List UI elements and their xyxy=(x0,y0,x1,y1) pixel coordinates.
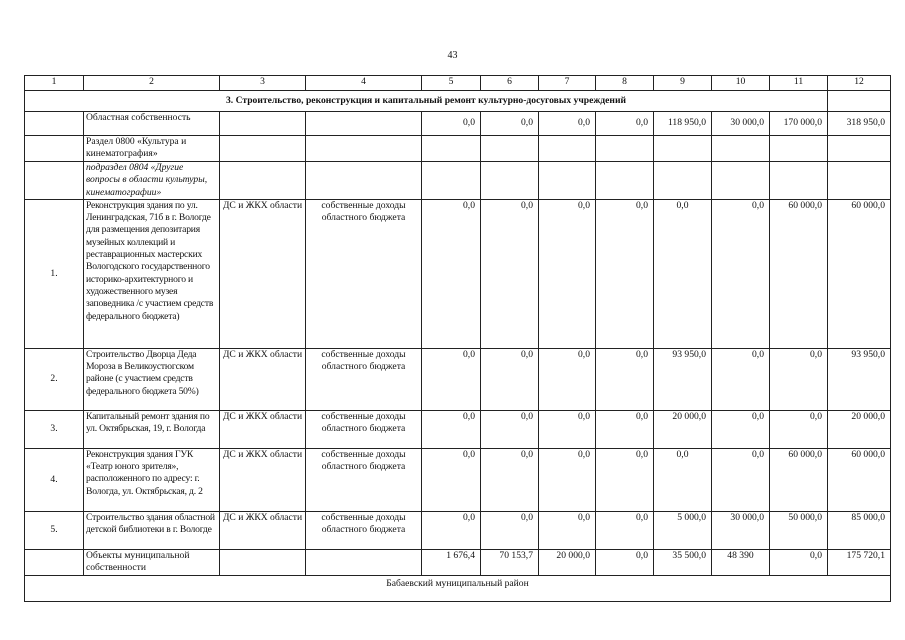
value-cell: 0,0 xyxy=(770,549,828,575)
project-name: Капитальный ремонт здания по ул. Октябрьская, 19, г. Вологда xyxy=(84,410,220,448)
value-cell: 0,0 xyxy=(481,348,539,410)
column-number: 10 xyxy=(712,76,770,91)
value-cell: 0,0 xyxy=(539,410,596,448)
column-number: 11 xyxy=(770,76,828,91)
project-name: Реконструкция здания по ул. Ленинградская, 71б в г. Вологде для размещения депозитария музейных коллекций и реставрационных мастерских Вологодского государственного историко-архитектурного и художественного музея заповедника /с участием средств федерального бюджета) xyxy=(84,199,220,348)
value-cell: 93 950,0 xyxy=(828,348,891,410)
project-name: Строительство здания областной детской библиотеки в г. Вологде xyxy=(84,511,220,549)
column-number: 4 xyxy=(306,76,422,91)
row-index: 4. xyxy=(25,448,84,511)
value-cell: 50 000,0 xyxy=(770,511,828,549)
row-index: 2. xyxy=(25,348,84,410)
value-cell: 0,0 xyxy=(481,112,539,136)
value-cell: 0,0 xyxy=(481,199,539,348)
project-name: Реконструкция здания ГУК «Театр юного зрителя», расположенного по адресу: г. Вологда, ул. Октябрьская, д. 2 xyxy=(84,448,220,511)
value-cell: 0,0 xyxy=(539,199,596,348)
column-number: 6 xyxy=(481,76,539,91)
value-cell: 0,0 xyxy=(596,511,654,549)
razdel-label: Раздел 0800 «Культура и кинематография» xyxy=(84,136,220,162)
source-cell: собственные доходы областного бюджета xyxy=(306,410,422,448)
customer-cell: ДС и ЖКХ области xyxy=(220,448,306,511)
empty-cell xyxy=(25,136,84,162)
customer-cell: ДС и ЖКХ области xyxy=(220,410,306,448)
value-cell: 0,0 xyxy=(422,448,481,511)
value-cell: 70 153,7 xyxy=(481,549,539,575)
column-number: 5 xyxy=(422,76,481,91)
oblast-total-row xyxy=(25,112,891,136)
value-cell: 0,0 xyxy=(422,410,481,448)
value-cell: 0,0 xyxy=(481,410,539,448)
value-cell: 30 000,0 xyxy=(712,112,770,136)
value-cell: 60 000,0 xyxy=(770,448,828,511)
value-cell: 20 000,0 xyxy=(654,410,712,448)
column-number: 7 xyxy=(539,76,596,91)
source-cell: собственные доходы областного бюджета xyxy=(306,199,422,348)
table-row xyxy=(25,511,891,549)
column-number-row xyxy=(25,76,891,91)
value-cell: 0,0 xyxy=(596,112,654,136)
column-number: 9 xyxy=(654,76,712,91)
customer-cell: ДС и ЖКХ области xyxy=(220,199,306,348)
value-cell: 20 000,0 xyxy=(539,549,596,575)
empty-cell xyxy=(306,549,422,575)
column-number: 8 xyxy=(596,76,654,91)
value-cell: 60 000,0 xyxy=(770,199,828,348)
value-cell: 30 000,0 xyxy=(712,511,770,549)
value-cell: 1 676,4 xyxy=(422,549,481,575)
value-cell: 0,0 xyxy=(481,448,539,511)
value-cell: 0,0 xyxy=(596,410,654,448)
row-name: Областная собственность xyxy=(84,112,220,136)
value-cell: 85 000,0 xyxy=(828,511,891,549)
value-cell: 0,0 xyxy=(422,199,481,348)
value-cell: 0,0 xyxy=(596,448,654,511)
budget-table xyxy=(24,75,891,602)
source-cell: собственные доходы областного бюджета xyxy=(306,448,422,511)
value-cell: 0,0 xyxy=(654,199,712,348)
column-number: 3 xyxy=(220,76,306,91)
value-cell: 0,0 xyxy=(712,348,770,410)
table-row xyxy=(25,199,891,348)
value-cell: 0,0 xyxy=(770,410,828,448)
project-name: Строительство Дворца Деда Мороза в Великоустюгском районе (с участием средств федерального бюджета 50%) xyxy=(84,348,220,410)
customer-cell: ДС и ЖКХ области xyxy=(220,511,306,549)
source-cell: собственные доходы областного бюджета xyxy=(306,511,422,549)
value-cell: 60 000,0 xyxy=(828,448,891,511)
region-title: Бабаевский муниципальный район xyxy=(25,575,891,601)
value-cell: 0,0 xyxy=(770,348,828,410)
value-cell: 0,0 xyxy=(596,199,654,348)
row-index: 1. xyxy=(25,199,84,348)
value-cell: 0,0 xyxy=(596,549,654,575)
row-name: Объекты муниципальной собственности xyxy=(84,549,220,575)
value-cell: 35 500,0 xyxy=(654,549,712,575)
municipal-total-row xyxy=(25,549,891,575)
row-index: 5. xyxy=(25,511,84,549)
value-cell: 5 000,0 xyxy=(654,511,712,549)
value-cell: 170 000,0 xyxy=(770,112,828,136)
value-cell: 0,0 xyxy=(539,511,596,549)
page-number: 43 xyxy=(447,50,458,61)
value-cell: 0,0 xyxy=(654,448,712,511)
empty-cell xyxy=(25,549,84,575)
value-cell: 118 950,0 xyxy=(654,112,712,136)
section-title-row xyxy=(25,91,891,112)
column-number: 12 xyxy=(828,76,891,91)
empty-cell xyxy=(25,162,84,200)
value-cell: 0,0 xyxy=(712,448,770,511)
section-title: 3. Строительство, реконструкция и капитальный ремонт культурно-досуговых учреждений xyxy=(25,91,828,112)
podrazdel-row xyxy=(25,162,891,200)
value-cell: 0,0 xyxy=(422,112,481,136)
value-cell: 60 000,0 xyxy=(828,199,891,348)
empty-cell xyxy=(306,112,422,136)
table-row xyxy=(25,410,891,448)
empty-cell xyxy=(25,112,84,136)
value-cell: 0,0 xyxy=(422,511,481,549)
source-cell: собственные доходы областного бюджета xyxy=(306,348,422,410)
empty-cell xyxy=(220,549,306,575)
value-cell: 20 000,0 xyxy=(828,410,891,448)
value-cell: 93 950,0 xyxy=(654,348,712,410)
value-cell: 0,0 xyxy=(539,448,596,511)
podrazdel-label: подраздел 0804 «Другие вопросы в области культуры, кинематографии» xyxy=(84,162,220,200)
column-number: 2 xyxy=(84,76,220,91)
value-cell: 0,0 xyxy=(712,199,770,348)
table-row xyxy=(25,448,891,511)
customer-cell: ДС и ЖКХ области xyxy=(220,348,306,410)
column-number: 1 xyxy=(25,76,84,91)
value-cell: 318 950,0 xyxy=(828,112,891,136)
table-row xyxy=(25,348,891,410)
row-index: 3. xyxy=(25,410,84,448)
value-cell: 0,0 xyxy=(539,348,596,410)
empty-cell xyxy=(828,91,891,112)
value-cell: 0,0 xyxy=(596,348,654,410)
value-cell: 0,0 xyxy=(712,410,770,448)
value-cell: 0,0 xyxy=(422,348,481,410)
region-row xyxy=(25,575,891,601)
value-cell: 0,0 xyxy=(539,112,596,136)
razdel-row xyxy=(25,136,891,162)
value-cell: 0,0 xyxy=(481,511,539,549)
value-cell: 48 390 xyxy=(712,549,770,575)
empty-cell xyxy=(220,112,306,136)
value-cell: 175 720,1 xyxy=(828,549,891,575)
